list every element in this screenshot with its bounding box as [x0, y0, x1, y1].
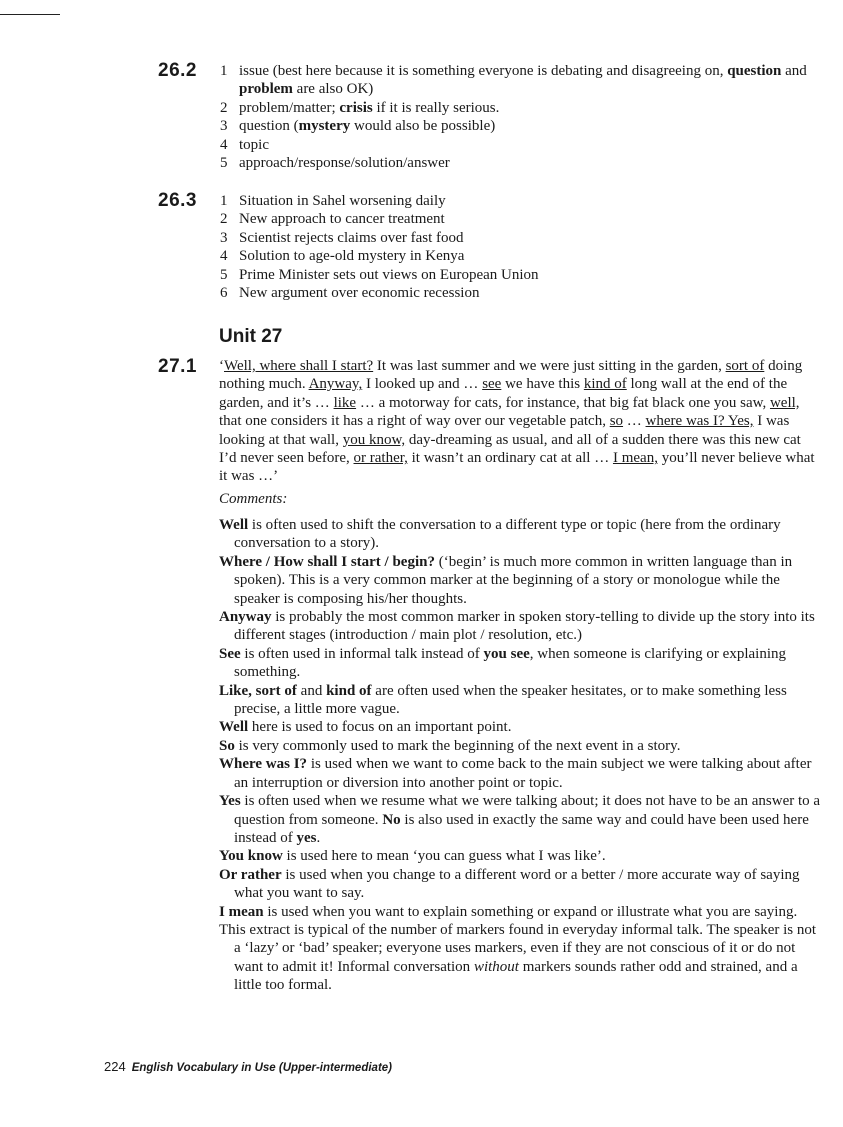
comment-item	[219, 553, 822, 608]
comment-item	[219, 645, 822, 682]
section-26-2-label: 26.2	[158, 60, 197, 81]
comment-item	[219, 755, 822, 792]
item-text: problem/matter;	[239, 99, 340, 116]
passage-text: It was last summer and we were just sitting in the garden,	[373, 358, 726, 374]
passage-text: long wall at the end of the garden, and it’s …	[219, 376, 788, 411]
key-term: See	[219, 645, 241, 662]
comment-text: is often used in informal talk instead of	[240, 645, 484, 662]
item-number: 1	[220, 193, 228, 209]
answer-list-26-2	[220, 62, 820, 172]
discourse-marker: Well, where shall I start?	[224, 358, 374, 374]
headline-text: New argument over economic recession	[239, 285, 480, 302]
item-text: topic	[239, 136, 269, 153]
list-item	[220, 99, 820, 117]
item-text: and	[781, 63, 807, 79]
discourse-marker: see	[482, 376, 502, 393]
answer-list-26-3	[220, 192, 539, 302]
comment-item	[219, 903, 822, 921]
comment-text: is used when you change to a different word or a better / more accurate way of saying what you want to say.	[234, 866, 800, 902]
comment-item	[219, 682, 822, 719]
comment-text: (‘begin’ is much more common in written language than in spoken). This is a very common marker at the beginning of a story or monologue while the speaker is composing his/her thoughts.	[234, 553, 793, 607]
comment-item	[219, 718, 822, 736]
headline-text: New approach to cancer treatment	[239, 211, 445, 228]
comment-item	[219, 792, 822, 847]
comments-list	[219, 516, 822, 995]
key-term: Like, sort of	[219, 682, 297, 699]
comment-item	[219, 847, 822, 865]
comment-text: are often used when the speaker hesitates, or to make something less precise, a little more vague.	[234, 682, 787, 718]
comment-text: is often used to shift the conversation to a different type or topic (here from the ordinary conversation to a story).	[234, 517, 781, 552]
comment-text: is used when we want to come back to the main subject we were talking about after an interruption or diversion into another point or topic.	[234, 756, 812, 791]
book-title: English Vocabulary in Use (Upper-intermediate)	[131, 1062, 392, 1074]
page-footer	[104, 1059, 392, 1074]
key-term: Well	[219, 719, 249, 736]
page-number: 224	[104, 1059, 126, 1074]
list-item	[220, 117, 820, 135]
key-term: No	[382, 811, 401, 828]
list-item	[220, 62, 820, 99]
item-number: 5	[220, 155, 228, 172]
item-number: 1	[220, 63, 228, 79]
discourse-marker: I mean,	[612, 450, 658, 467]
comment-text: is used here to mean ‘you can guess what I was like’.	[282, 848, 606, 865]
discourse-marker: so	[609, 413, 624, 430]
item-number: 2	[220, 99, 228, 116]
comment-text: and	[296, 682, 327, 699]
list-item	[220, 192, 539, 210]
headline-text: Prime Minister sets out views on European Union	[239, 266, 539, 283]
list-item	[220, 247, 539, 265]
discourse-marker: kind of	[583, 376, 627, 393]
unit-heading: Unit 27	[219, 326, 283, 347]
passage-text: that one considers it has a right of way over our vegetable patch,	[219, 413, 610, 430]
key-term: Or rather	[219, 866, 282, 883]
item-number: 5	[220, 266, 228, 283]
comments-heading: Comments:	[219, 491, 288, 507]
corner-rule	[0, 14, 60, 15]
item-text: if it is really serious.	[372, 99, 500, 116]
key-term: Where / How shall I start / begin?	[219, 553, 435, 570]
passage-text: you’ll never believe what it was …’	[219, 450, 815, 485]
key-term: mystery	[298, 118, 351, 135]
key-term: You know	[219, 848, 283, 865]
comment-text: is very commonly used to mark the beginning of the next event in a story.	[234, 737, 681, 754]
comment-item	[219, 921, 822, 995]
comment-text: is probably the most common marker in spoken story-telling to divide up the story into its different stages (introduction / main plot / resolution, etc.)	[234, 609, 815, 644]
discourse-marker: or rather,	[353, 450, 408, 467]
comment-text: here is used to focus on an important point.	[248, 719, 512, 736]
discourse-marker: like	[333, 394, 357, 411]
headline-text: Situation in Sahel worsening daily	[239, 193, 446, 209]
key-term: kind of	[326, 682, 372, 699]
passage-text: day-dreaming as usual, and all of a sudden there was this new cat I’d never seen before,	[219, 431, 801, 467]
list-item	[220, 210, 539, 228]
key-term: crisis	[339, 99, 373, 116]
passage-text: ‘	[219, 358, 224, 374]
list-item	[220, 136, 820, 154]
section-27-1-label: 27.1	[158, 356, 197, 377]
comment-item	[219, 737, 822, 755]
list-item	[220, 266, 539, 284]
discourse-marker: well,	[769, 394, 800, 411]
comment-item	[219, 516, 822, 553]
headline-text: Scientist rejects claims over fast food	[239, 229, 464, 246]
comment-text: , when someone is clarifying or explaining something.	[234, 645, 786, 681]
comment-text: is used when you want to explain something or expand or illustrate what you are saying.	[263, 903, 798, 920]
comment-text: is often used when we resume what we were talking about; it does not have to be an answer to a question from someone.	[234, 793, 821, 828]
item-text: would also be possible)	[350, 118, 496, 135]
key-term: I mean	[219, 903, 264, 920]
comment-text: is also used in exactly the same way and could have been used here instead of	[234, 811, 809, 846]
item-number: 4	[220, 136, 228, 153]
passage-text: it wasn’t an ordinary cat at all …	[407, 450, 613, 467]
passage-text: we have this	[501, 376, 584, 393]
comment-item	[219, 608, 822, 645]
key-term: Anyway	[219, 609, 272, 626]
key-term: So	[219, 737, 235, 754]
comment-text: .	[316, 829, 321, 846]
section-26-3-label: 26.3	[158, 190, 197, 211]
comment-text: without	[473, 958, 519, 975]
item-number: 4	[220, 248, 228, 265]
item-text: issue (best here because it is something everyone is debating and disagreeing on,	[239, 63, 728, 79]
comment-item	[219, 866, 822, 903]
passage-text: …	[623, 413, 646, 430]
comment-text: This extract is typical of the number of markers found in everyday informal talk. The speaker is not a ‘lazy’ or ‘bad’ speaker; everyone uses markers, even if they are not conscious of it or do not want to admit it! Informal conversation	[219, 921, 817, 975]
key-term: Where was I?	[219, 756, 308, 773]
key-term: you see	[483, 645, 530, 662]
item-text: are also OK)	[292, 81, 374, 98]
key-term: problem	[239, 81, 293, 98]
passage-text: I was looking at that wall,	[219, 413, 790, 448]
story-passage	[219, 357, 822, 486]
list-item	[220, 229, 539, 247]
discourse-marker: you know,	[342, 431, 406, 448]
list-item	[220, 284, 539, 302]
key-term: question	[727, 63, 782, 79]
key-term: Yes	[219, 793, 241, 810]
item-number: 6	[220, 285, 228, 302]
item-number: 2	[220, 211, 228, 228]
passage-text: doing nothing much.	[219, 358, 803, 393]
key-term: Well	[219, 517, 249, 533]
discourse-marker: Anyway,	[308, 376, 363, 393]
key-term: yes	[296, 829, 317, 846]
item-number: 3	[220, 229, 228, 246]
discourse-marker: where was I? Yes,	[645, 413, 754, 430]
headline-text: Solution to age-old mystery in Kenya	[239, 248, 465, 265]
item-text: question (	[239, 118, 299, 135]
discourse-marker: sort of	[725, 358, 765, 374]
item-text: approach/response/solution/answer	[239, 155, 450, 172]
passage-text: … a motorway for cats, for instance, that big fat black one you saw,	[356, 394, 770, 411]
passage-text: I looked up and …	[362, 376, 483, 393]
comment-text: markers sounds rather odd and strained, and a little too formal.	[234, 958, 798, 994]
list-item	[220, 154, 820, 172]
item-number: 3	[220, 118, 228, 135]
